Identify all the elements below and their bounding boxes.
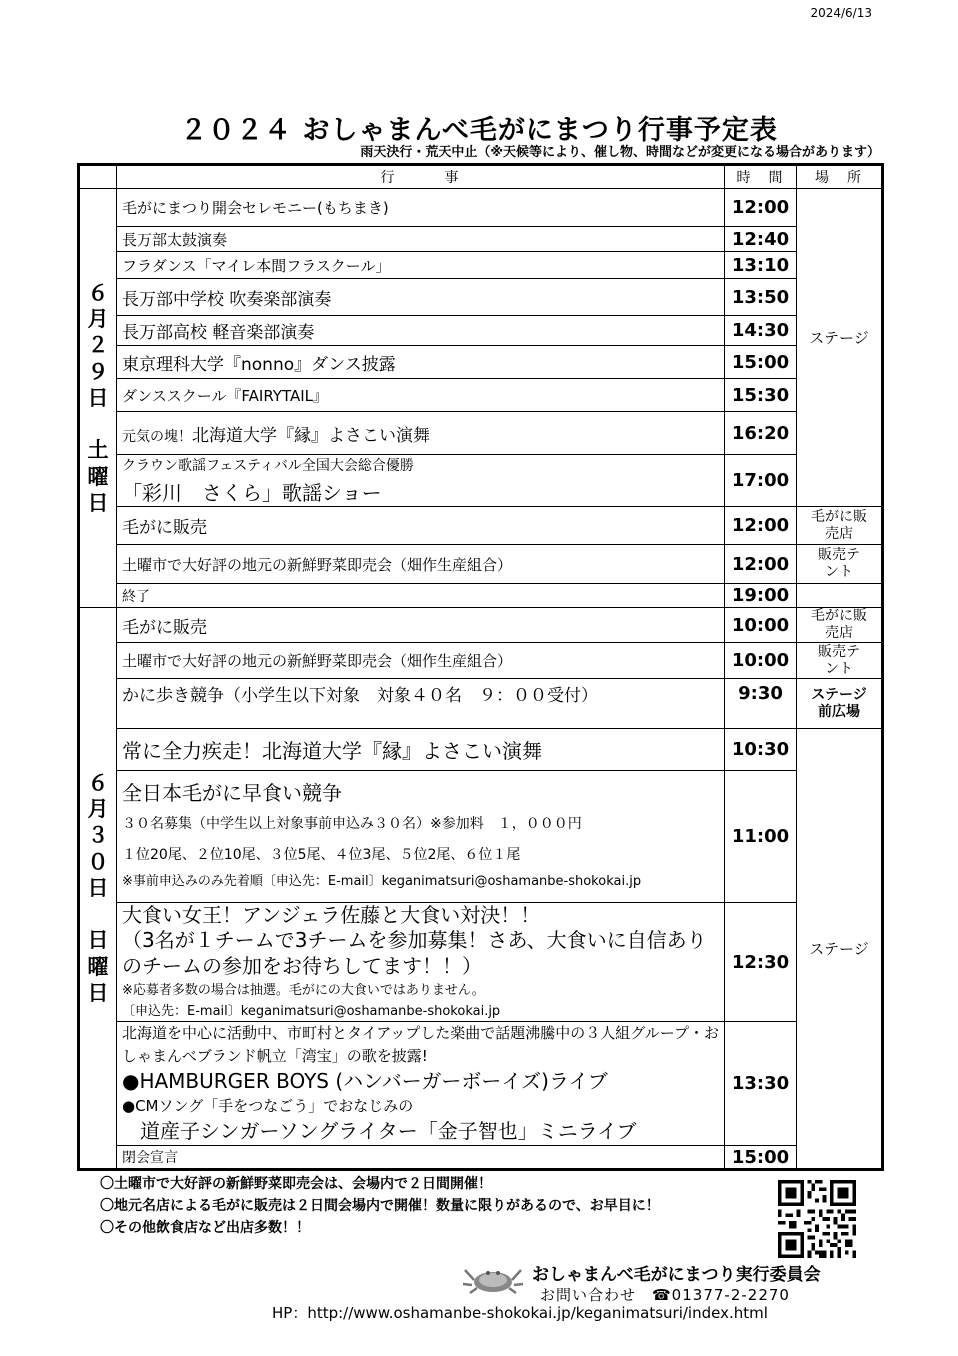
time-cell: 12:30 — [725, 903, 797, 1022]
homepage-url: HP：http://www.oshamanbe-shokokai.jp/keganimatsuri/index.html — [272, 1304, 768, 1322]
time-cell: 16:20 — [725, 412, 797, 455]
table-row — [79, 252, 883, 279]
time-cell: 10:00 — [725, 608, 797, 643]
event-cell — [797, 584, 883, 608]
place-cell: ステージ前広場 — [797, 679, 883, 729]
event-cell: 毛がにまつり開会セレモニー(もちまき) — [117, 189, 725, 227]
time-cell: 13:10 — [725, 252, 797, 279]
page-subtitle: 雨天決行・荒天中止（※天候等により、催し物、時間などが変更になる場合があります） — [360, 145, 880, 160]
table-row — [79, 379, 883, 412]
time-cell: 10:00 — [725, 643, 797, 679]
header-place: 場 所 — [797, 165, 883, 189]
table-row — [79, 545, 883, 584]
time-cell: 11:00 — [725, 771, 797, 903]
event-cell: 長万部中学校 吹奏楽部演奏 — [117, 279, 725, 316]
event-cell: 大食い女王！アンジェラ佐藤と大食い対決！！ （3名が１チームで3チームを参加募集！さあ、大食いに自信ありのチームの参加をお待ちしてます！！） ※応募者多数の場合は抽選。毛がにの大食いではありません。 〔申込先：E-mail〕keganimatsuri@oshamanbe-shokokai.jp — [117, 903, 725, 1022]
event-cell: 東京理科大学『nonno』ダンス披露 — [117, 346, 725, 379]
table-row — [79, 608, 883, 643]
table-row — [79, 584, 883, 608]
time-cell: 12:00 — [725, 507, 797, 545]
document-date: 2024/6/13 — [810, 6, 872, 20]
event-cell: 長万部高校 軽音楽部演奏 — [117, 316, 725, 346]
time-cell: 15:00 — [725, 1146, 797, 1170]
event-cell: 毛がに販売 — [117, 507, 725, 545]
day1-stage-place: ステージ — [797, 189, 883, 507]
table-row — [79, 227, 883, 252]
time-cell: 13:30 — [725, 1022, 797, 1146]
table-row — [79, 346, 883, 379]
time-cell: 13:50 — [725, 279, 797, 316]
table-row — [79, 316, 883, 346]
qr-code-icon — [778, 1180, 856, 1258]
time-cell: 15:30 — [725, 379, 797, 412]
time-cell: 12:40 — [725, 227, 797, 252]
table-row — [79, 679, 883, 729]
time-cell: 19:00 — [725, 584, 797, 608]
time-cell: 14:30 — [725, 316, 797, 346]
place-cell: 毛がに販売店 — [797, 608, 883, 643]
event-cell: ダンススクール『FAIRYTAIL』 — [117, 379, 725, 412]
event-cell: 毛がに販売 — [117, 608, 725, 643]
event-cell: かに歩き競争（小学生以下対象 対象４０名 ９：００受付） — [117, 679, 725, 729]
event-cell: 元気の塊！北海道大学『縁』よさこい演舞 — [117, 412, 725, 455]
organizer-name: おしゃまんべ毛がにまつり実行委員会 — [532, 1265, 821, 1285]
table-header — [79, 165, 883, 189]
time-cell: 9:30 — [725, 679, 797, 729]
event-cell: 終了 — [117, 584, 725, 608]
day1-label: ６ 月 ２ ９ 日 土 曜 日 — [79, 189, 117, 608]
event-cell: フラダンス「マイレ本間フラスクール」 — [117, 252, 725, 279]
page-title: ２０２４ おしゃまんべ毛がにまつり行事予定表 — [180, 115, 778, 146]
event-cell: 長万部太鼓演奏 — [117, 227, 725, 252]
event-cell: 土曜市で大好評の地元の新鮮野菜即売会（畑作生産組合） — [117, 545, 725, 584]
day2-label: ６ 月 ３ ０ 日 日 曜 日 — [79, 608, 117, 1170]
place-cell: 販売テント — [797, 643, 883, 679]
event-cell: 土曜市で大好評の地元の新鮮野菜即売会（畑作生産組合） — [117, 643, 725, 679]
header-time: 時 間 — [725, 165, 797, 189]
table-row — [79, 771, 883, 903]
place-cell: 販売テント — [797, 545, 883, 584]
notes — [100, 1173, 660, 1239]
note-item: 〇地元名店による毛がに販売は２日間会場内で開催！数量に限りがあるので、お早目に！ — [100, 1198, 660, 1214]
table-row — [79, 729, 883, 771]
event-cell: 全日本毛がに早食い競争 ３０名募集（中学生以上対象事前申込み３０名）※参加料 １，０００円 １位20尾、２位10尾、３位5尾、４位3尾、５位2尾、６位１尾 ※事前申込みのみ先着順〔申込先：E-mail〕keganimatsuri@oshamanbe-shokokai.jp — [117, 771, 725, 903]
time-cell: 10:30 — [725, 729, 797, 771]
time-cell: 12:00 — [725, 545, 797, 584]
table-row — [79, 507, 883, 545]
time-cell: 15:00 — [725, 346, 797, 379]
schedule-table — [77, 163, 884, 1171]
note-item: 〇土曜市で大好評の新鮮野菜即売会は、会場内で２日間開催！ — [100, 1176, 492, 1192]
table-row — [79, 412, 883, 455]
event-cell: クラウン歌謡フェスティバル全国大会総合優勝 「彩川 さくら」歌謡ショー — [117, 455, 725, 507]
header-event: 行 事 — [117, 165, 725, 189]
table-row — [79, 189, 883, 227]
crab-logo-icon — [462, 1260, 524, 1294]
table-row — [79, 903, 883, 1022]
event-cell: 常に全力疾走！北海道大学『縁』よさこい演舞 — [117, 729, 725, 771]
day2-stage-place: ステージ — [797, 729, 883, 1170]
time-cell: 17:00 — [725, 455, 797, 507]
table-row — [79, 1146, 883, 1170]
place-cell: 毛がに販売店 — [797, 507, 883, 545]
time-cell: 12:00 — [725, 189, 797, 227]
contact-phone: お問い合わせ ☎01377-2-2270 — [540, 1286, 790, 1304]
event-cell: 北海道を中心に活動中、市町村とタイアップした楽曲で話題沸騰中の３人組グループ・おしゃまんべブランド帆立「湾宝」の歌を披露! ●HAMBURGER BOYS (ハンバーガーボーイズ)ライブ ●CMソング「手をつなごう」でおなじみの 道産子シンガーソングライター「金子智也」ミニライブ — [117, 1022, 725, 1146]
table-row — [79, 1022, 883, 1146]
event-cell: 閉会宣言 — [117, 1146, 725, 1170]
table-row — [79, 643, 883, 679]
table-row — [79, 279, 883, 316]
table-row — [79, 455, 883, 507]
note-item: 〇その他飲食店など出店多数！！ — [100, 1220, 310, 1236]
